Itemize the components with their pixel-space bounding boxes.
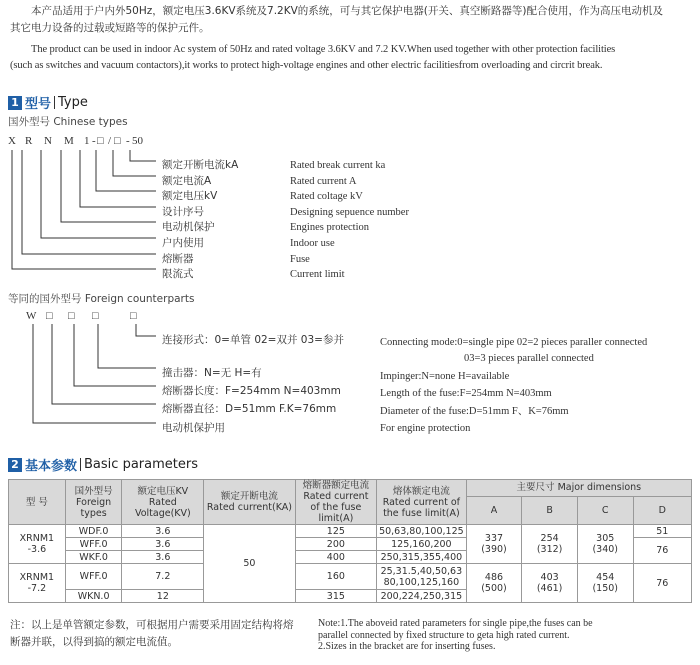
section-parameters-heading (8, 455, 198, 474)
header-dim-d: D (633, 496, 691, 524)
table-row (9, 525, 692, 538)
label-connecting-mode-en: Connecting mode:0=single pipe 02=2 pieces paraller connected (380, 337, 648, 348)
section-title-cn: 基本参数 (25, 459, 78, 474)
label-diameter-en: Diameter of the fuse:D=51mm F、K=76mm (380, 406, 569, 417)
cell-fuse: 200 (295, 538, 376, 551)
cell-foreign: WFF.0 (65, 538, 122, 551)
code-char-n: N (44, 135, 52, 147)
header-dim-c: C (577, 496, 633, 524)
cell-voltage: 3.6 (122, 538, 204, 551)
cell-melt: 250,315,355,400 (377, 551, 467, 564)
cell-dim-a: 486 (500) (466, 564, 522, 603)
cell-break-current: 50 (204, 525, 296, 603)
cell-fuse: 125 (295, 525, 376, 538)
note-en-line-1: Note:1.The aboveid rated parameters for single pipe,the fuses can be (318, 618, 593, 629)
cell-voltage: 7.2 (122, 564, 204, 590)
foreign-code-box-3: □ (92, 310, 99, 322)
label-row: 额定开断电流kA (162, 159, 239, 171)
intro-en-line-2: (such as switches and vacuum contactors),it works to protect high-voltage engines and other electric facilitiesfrom overloading and circrit break. (10, 59, 603, 71)
label-engine-protection-cn: 电动机保护用 (162, 422, 225, 434)
section-title-cn: 型号 (25, 97, 52, 112)
label-row: 设计序号 (162, 206, 204, 218)
code-char-m: M (64, 135, 74, 147)
header-break-current: 额定开断电流 Rated current(KA) (204, 480, 296, 525)
label-connecting-mode-cn: 连接形式：0=单管 02=双并 03=参并 (162, 334, 344, 346)
intro-cn-line-1: 本产品适用于户内外50Hz，额定电压3.6KV系统及7.2KV的系统，可与其它保护电器(开关、真空断路器等)配合使用，作为高压电动机及 (31, 5, 663, 17)
cell-dim-a: 337 (390) (466, 525, 522, 564)
cell-voltage: 12 (122, 590, 204, 603)
header-rated-voltage: 额定电压KV Rated Voltage(KV) (122, 480, 204, 525)
basic-parameters-table (8, 479, 692, 603)
header-fuse-rated-current: 熔断器额定电流 Rated current of the fuse limit(A) (295, 480, 376, 525)
cell-dim-b: 254 (312) (522, 525, 578, 564)
cell-dim-d: 76 (633, 564, 691, 603)
section-number-badge: 1 (8, 96, 22, 110)
label-row: 户内使用 (162, 237, 204, 249)
header-major-dimensions: 主要尺寸 Major dimensions (466, 480, 691, 497)
label-length-cn: 熔断器长度：F=254mm N=403mm (162, 385, 341, 397)
note-en (318, 618, 694, 653)
foreign-code-box-2: □ (68, 310, 75, 322)
cell-melt: 200,224,250,315 (377, 590, 467, 603)
code-char-x: X (8, 135, 16, 147)
note-cn: 注：以上是单管额定参数，可根据用户需要采用固定结构将熔断器并联，以得到搞的额定电流值。 (10, 619, 294, 648)
header-model: 型 号 (9, 480, 66, 525)
cell-model: XRNM1 -7.2 (9, 564, 66, 603)
cell-fuse: 315 (295, 590, 376, 603)
code-dash-1: - (92, 135, 96, 147)
cell-melt: 50,63,80,100,125 (377, 525, 467, 538)
cell-fuse: 160 (295, 564, 376, 590)
header-dim-b: B (522, 496, 578, 524)
cell-foreign: WDF.0 (65, 525, 122, 538)
cell-foreign: WKF.0 (65, 551, 122, 564)
intro-cn-line-2: 其它电力设备的过载或短路等的保护元件。 (10, 22, 210, 34)
cell-model: XRNM1 -3.6 (9, 525, 66, 564)
intro-en-line-1: The product can be used in indoor Ac system of 50Hz and rated voltage 3.6KV and 7.2 KV.When used together with other protection facilities (31, 44, 616, 55)
header-dim-a: A (466, 496, 522, 524)
cell-dim-b: 403 (461) (522, 564, 578, 603)
code-box-current: □ (97, 135, 104, 147)
header-melt-rated-current: 熔体额定电流 Rated current of the fuse limit(A) (377, 480, 467, 525)
cell-dim-d: 51 (633, 525, 691, 538)
cell-dim-d: 76 (633, 538, 691, 564)
note-en-line-2: parallel connected by fixed structure to geta high rated current. (318, 629, 570, 641)
cell-fuse: 400 (295, 551, 376, 564)
cell-dim-c: 454 (150) (577, 564, 633, 603)
label-row: 额定电压kV (162, 190, 218, 202)
foreign-code-box-4: □ (130, 310, 137, 322)
note-en-line-3: 2.Sizes in the bracket are for inserting fuses. (318, 641, 496, 652)
title-divider (80, 458, 81, 471)
section-title-en: Basic parameters (84, 457, 198, 472)
code-value-50: 50 (132, 135, 143, 147)
label-row: 电动机保护 (162, 221, 215, 233)
cell-foreign: WKN.0 (65, 590, 122, 603)
code-char-r: R (25, 135, 33, 147)
code-char-1: 1 (84, 135, 90, 147)
cell-melt: 125,160,200 (377, 538, 467, 551)
label-engine-protection-en: For engine protection (380, 423, 471, 434)
code-dash-2: - (126, 135, 130, 147)
code-box-voltage: □ (114, 135, 121, 147)
section-number-badge: 2 (8, 458, 22, 472)
cell-dim-c: 305 (340) (577, 525, 633, 564)
label-impinger-en: Impinger:N=none H=available (380, 371, 510, 382)
cell-melt: 25,31.5,40,50,63 80,100,125,160 (377, 564, 467, 590)
label-connecting-mode-en-2: 03=3 pieces parallel connected (464, 353, 594, 364)
chinese-types-subheading: 国外型号 Chinese types (8, 116, 128, 128)
header-foreign-types: 国外型号 Foreign types (65, 480, 122, 525)
cell-foreign: WFF.0 (65, 564, 122, 590)
foreign-code-w: W (26, 310, 37, 322)
section-title-en: Type (58, 95, 88, 110)
label-impinger-cn: 撞击器：N=无 H=有 (162, 367, 262, 379)
table-row (9, 564, 692, 590)
foreign-code-box-1: □ (46, 310, 53, 322)
code-slash: / (108, 135, 112, 147)
foreign-counterparts-subheading: 等同的国外型号 Foreign counterparts (8, 293, 195, 305)
label-diameter-cn: 熔断器直径：D=51mm F.K=76mm (162, 403, 337, 415)
label-length-en: Length of the fuse:F=254mm N=403mm (380, 388, 552, 399)
label-row: 额定电流A (162, 175, 212, 187)
label-row: 限流式 (162, 268, 194, 280)
cell-voltage: 3.6 (122, 551, 204, 564)
label-row: 熔断器 (162, 253, 194, 265)
cell-voltage: 3.6 (122, 525, 204, 538)
